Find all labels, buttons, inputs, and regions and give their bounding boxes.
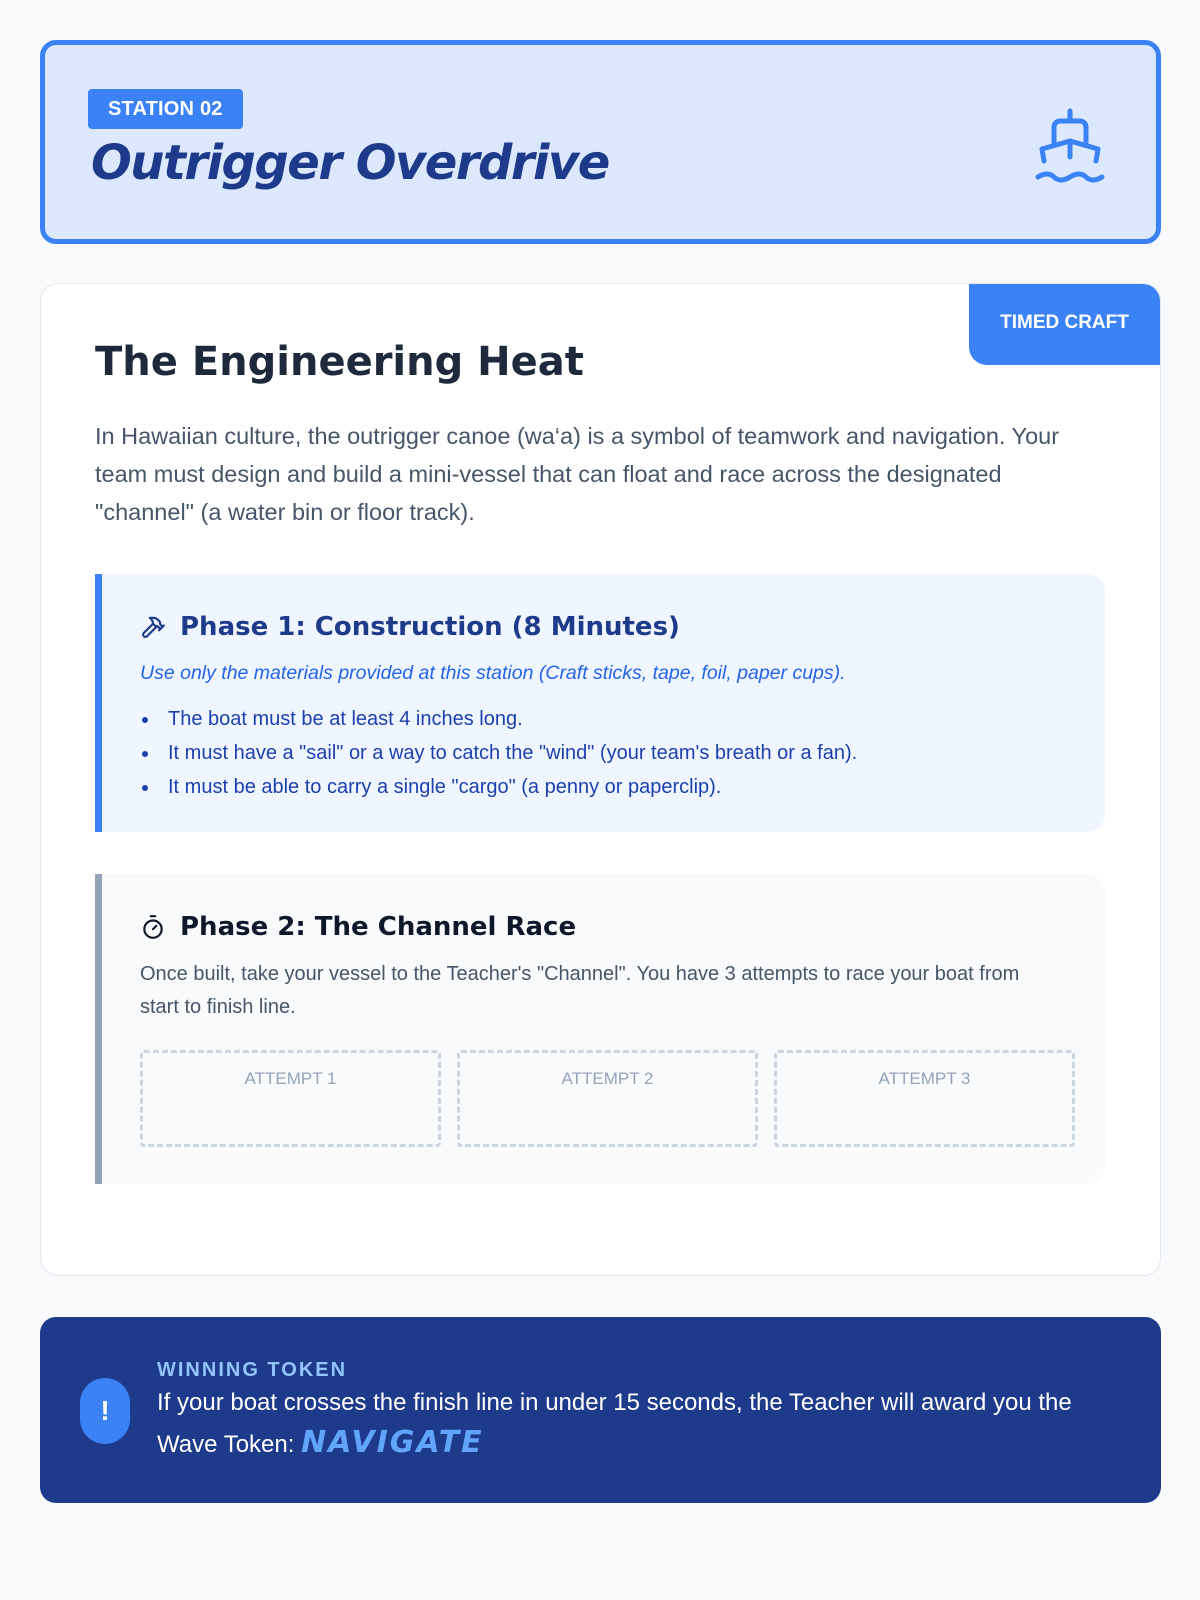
phase-2-heading: [140, 910, 576, 944]
phase-1-heading: [140, 610, 680, 644]
intro-paragraph: In Hawaiian culture, the outrigger canoe (wa‘a) is a symbol of teamwork and navigation. Your team must design and build a mini-vessel that can float and race across the designated "channel" (a water bin or floor track).: [95, 423, 1060, 525]
materials-note: Use only the materials provided at this station (Craft sticks, tape, foil, paper cups).: [140, 662, 846, 684]
timed-craft-tag: TIMED CRAFT: [969, 284, 1160, 365]
phase-1-title: Phase 1: Construction (8 Minutes): [180, 612, 680, 642]
attempt-1-box: ATTEMPT 1: [140, 1050, 441, 1147]
station-header: [40, 40, 1161, 244]
winning-token-message: If your boat crosses the finish line in under 15 seconds, the Teacher will award you the Wave Token:: [157, 1389, 1072, 1458]
alert-icon: !: [80, 1378, 130, 1444]
list-item: It must be able to carry a single "cargo" (a penny or paperclip).: [140, 770, 857, 804]
construction-rules: [140, 702, 857, 804]
token-word: NAVIGATE: [301, 1425, 484, 1460]
card-title: The Engineering Heat: [95, 339, 584, 385]
hammer-icon: [140, 614, 166, 640]
attempt-3-box: ATTEMPT 3: [774, 1050, 1075, 1147]
list-item: It must have a "sail" or a way to catch the "wind" (your team's breath or a fan).: [140, 736, 857, 770]
attempt-boxes: [140, 1050, 1075, 1147]
station-badge: STATION 02: [88, 89, 243, 129]
phase-2-title: Phase 2: The Channel Race: [180, 912, 577, 942]
ship-icon: [1032, 105, 1112, 185]
race-description: Once built, take your vessel to the Teacher's "Channel". You have 3 attempts to race your boat from start to finish line.: [140, 963, 1020, 1018]
winning-token-banner: [40, 1317, 1161, 1503]
winning-token-text: [157, 1383, 1127, 1465]
list-item: The boat must be at least 4 inches long.: [140, 702, 857, 736]
stopwatch-icon: [140, 914, 166, 940]
phase-1-panel: [95, 574, 1105, 832]
winning-token-label: WINNING TOKEN: [157, 1359, 348, 1381]
phase-2-panel: [95, 874, 1105, 1184]
station-title: Outrigger Overdrive: [91, 135, 609, 191]
attempt-2-box: ATTEMPT 2: [457, 1050, 758, 1147]
challenge-card: [40, 283, 1161, 1276]
